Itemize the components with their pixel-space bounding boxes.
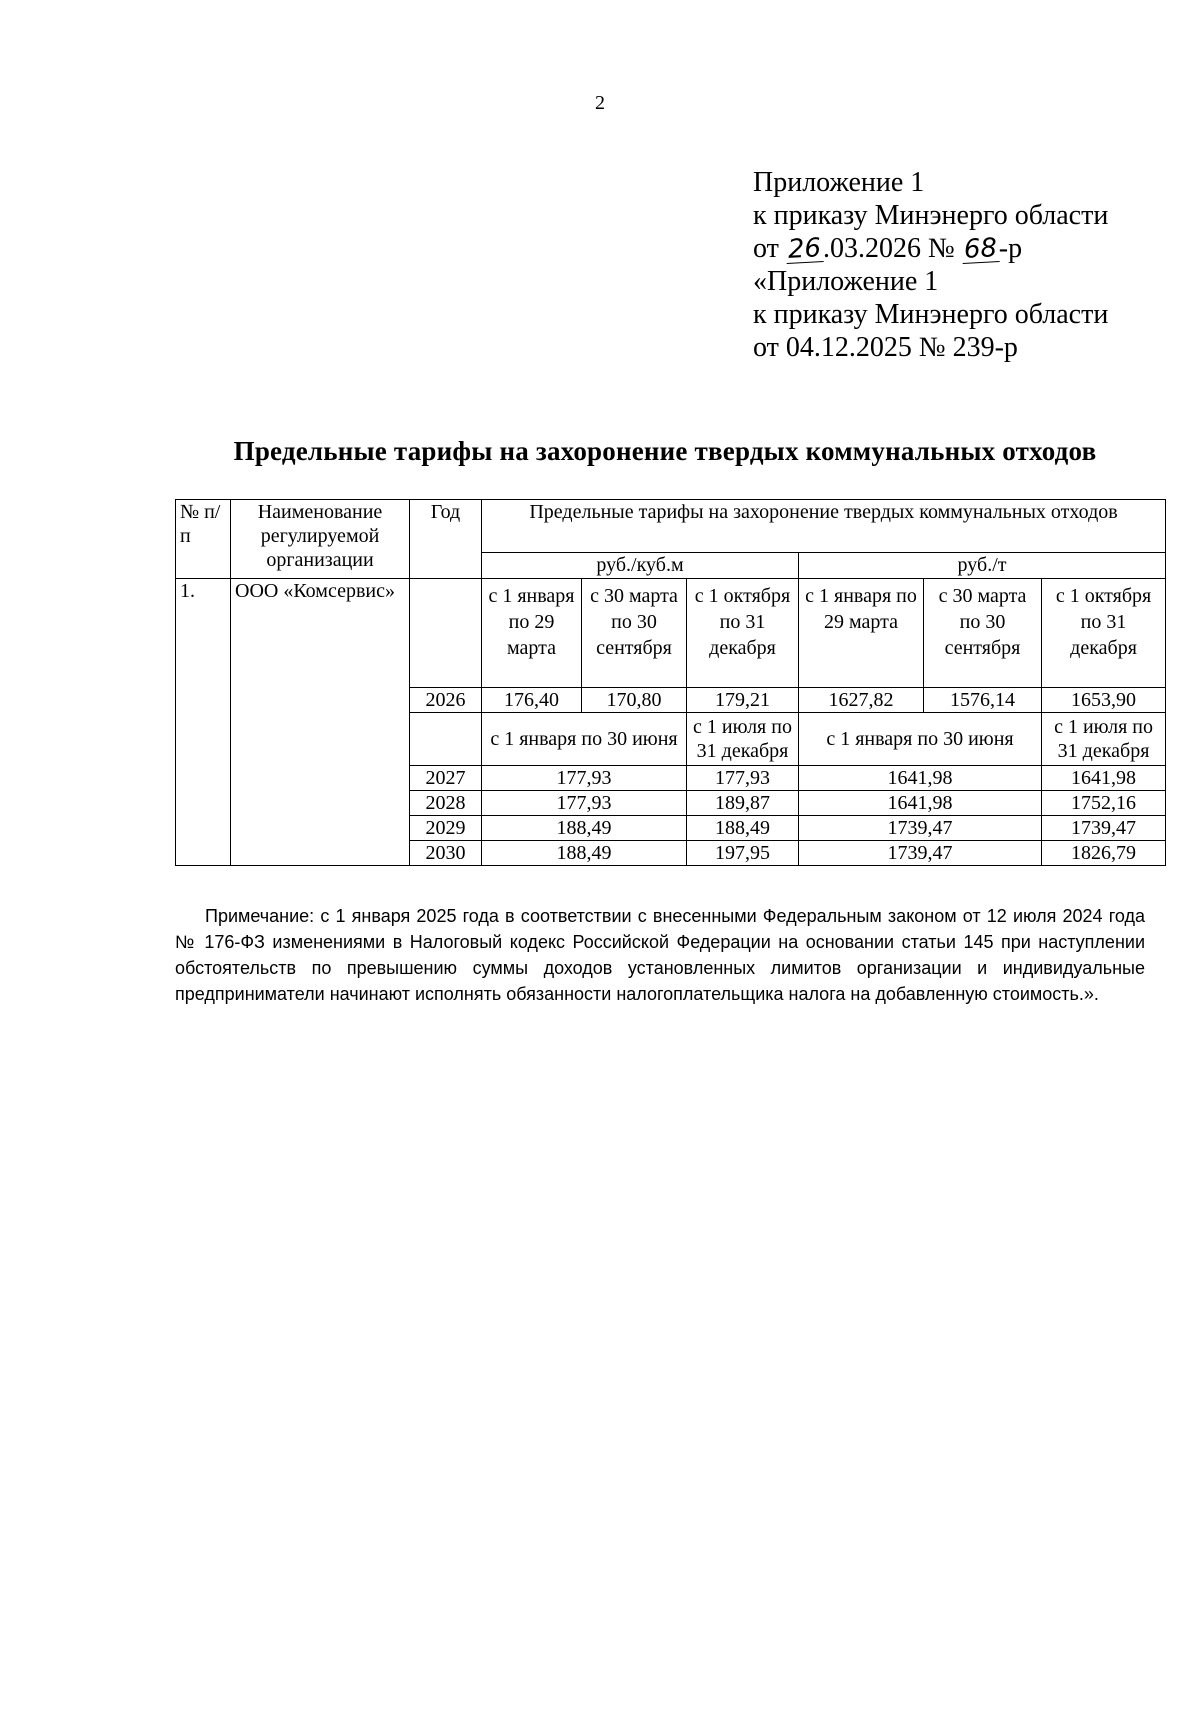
header-year: Год xyxy=(410,500,482,579)
value-cell: 1752,16 xyxy=(1042,791,1166,816)
value-cell: 170,80 xyxy=(582,688,687,713)
year-cell: 2026 xyxy=(410,688,482,713)
header-unit-t: руб./т xyxy=(799,553,1166,579)
year-cell: 2027 xyxy=(410,766,482,791)
organization-name: ООО «Комсервис» xyxy=(231,579,410,866)
appendix-line: к приказу Минэнерго области xyxy=(753,299,1109,330)
value-cell: 189,87 xyxy=(687,791,799,816)
header-organization: Наименование регулируемой организации xyxy=(231,500,410,579)
header-tariffs: Предельные тарифы на захоронение твердых коммунальных отходов xyxy=(482,500,1166,553)
appendix-date-rest: .03.2026 № xyxy=(822,233,962,264)
period-half-t-2: с 1 июля по 31 декабря xyxy=(1042,713,1166,766)
value-cell: 176,40 xyxy=(482,688,582,713)
appendix-line: от 04.12.2025 № 239-р xyxy=(753,332,1018,363)
value-cell: 177,93 xyxy=(482,766,687,791)
empty-year-cell xyxy=(410,579,482,688)
value-cell: 1739,47 xyxy=(799,816,1042,841)
period-m3-3: с 1 октября по 31 декабря xyxy=(687,579,799,688)
appendix-line: «Приложение 1 xyxy=(753,266,939,297)
document-title: Предельные тарифы на захоронение твердых коммунальных отходов xyxy=(233,436,1097,466)
note-paragraph: Примечание: с 1 января 2025 года в соответствии с внесенными Федеральным законом от 12 июля 2024 года № 176-ФЗ изменениями в Налоговый кодекс Российской Федерации на основании статьи 145 при наступлении обстоятельств по превышению суммы доходов установленных лимитов организации и индивидуальные предприниматели начинают исполнять обязанности налогоплательщика налога на добавленную стоимость.». xyxy=(175,906,1145,1004)
period-t-3: с 1 октября по 31 декабря xyxy=(1042,579,1166,688)
appendix-block xyxy=(753,166,1108,364)
appendix-date-prefix: от xyxy=(753,233,786,264)
value-cell: 1641,98 xyxy=(1042,766,1166,791)
period-half-m3-1: с 1 января по 30 июня xyxy=(482,713,687,766)
period-m3-2: с 30 марта по 30 сентября xyxy=(582,579,687,688)
header-num: № п/п xyxy=(176,500,231,579)
value-cell: 188,49 xyxy=(482,841,687,866)
value-cell: 188,49 xyxy=(482,816,687,841)
year-cell: 2030 xyxy=(410,841,482,866)
value-cell: 1739,47 xyxy=(1042,816,1166,841)
handwritten-order-number: 68 xyxy=(962,233,998,265)
value-cell: 1641,98 xyxy=(799,791,1042,816)
value-cell: 188,49 xyxy=(687,816,799,841)
empty-year-cell xyxy=(410,713,482,766)
period-t-1: с 1 января по 29 марта xyxy=(799,579,924,688)
year-cell: 2028 xyxy=(410,791,482,816)
appendix-line: Приложение 1 xyxy=(753,167,925,198)
value-cell: 177,93 xyxy=(482,791,687,816)
tariffs-table xyxy=(175,499,1166,866)
header-unit-m3: руб./куб.м xyxy=(482,553,799,579)
page-number: 2 xyxy=(595,92,605,114)
value-cell: 1576,14 xyxy=(924,688,1042,713)
appendix-order-suffix: -р xyxy=(998,233,1023,264)
appendix-order-line xyxy=(753,232,1108,265)
period-half-t-1: с 1 января по 30 июня xyxy=(799,713,1042,766)
value-cell: 1826,79 xyxy=(1042,841,1166,866)
period-m3-1: с 1 января по 29 марта xyxy=(482,579,582,688)
year-cell: 2029 xyxy=(410,816,482,841)
value-cell: 1627,82 xyxy=(799,688,924,713)
value-cell: 1641,98 xyxy=(799,766,1042,791)
handwritten-day: 26 xyxy=(787,233,822,265)
period-t-2: с 30 марта по 30 сентября xyxy=(924,579,1042,688)
header-row xyxy=(176,500,1166,553)
row-number: 1. xyxy=(176,579,231,866)
value-cell: 1653,90 xyxy=(1042,688,1166,713)
periods-2026-row xyxy=(176,579,1166,688)
value-cell: 179,21 xyxy=(687,688,799,713)
value-cell: 177,93 xyxy=(687,766,799,791)
appendix-line: к приказу Минэнерго области xyxy=(753,200,1109,231)
value-cell: 197,95 xyxy=(687,841,799,866)
period-half-m3-2: с 1 июля по 31 декабря xyxy=(687,713,799,766)
value-cell: 1739,47 xyxy=(799,841,1042,866)
